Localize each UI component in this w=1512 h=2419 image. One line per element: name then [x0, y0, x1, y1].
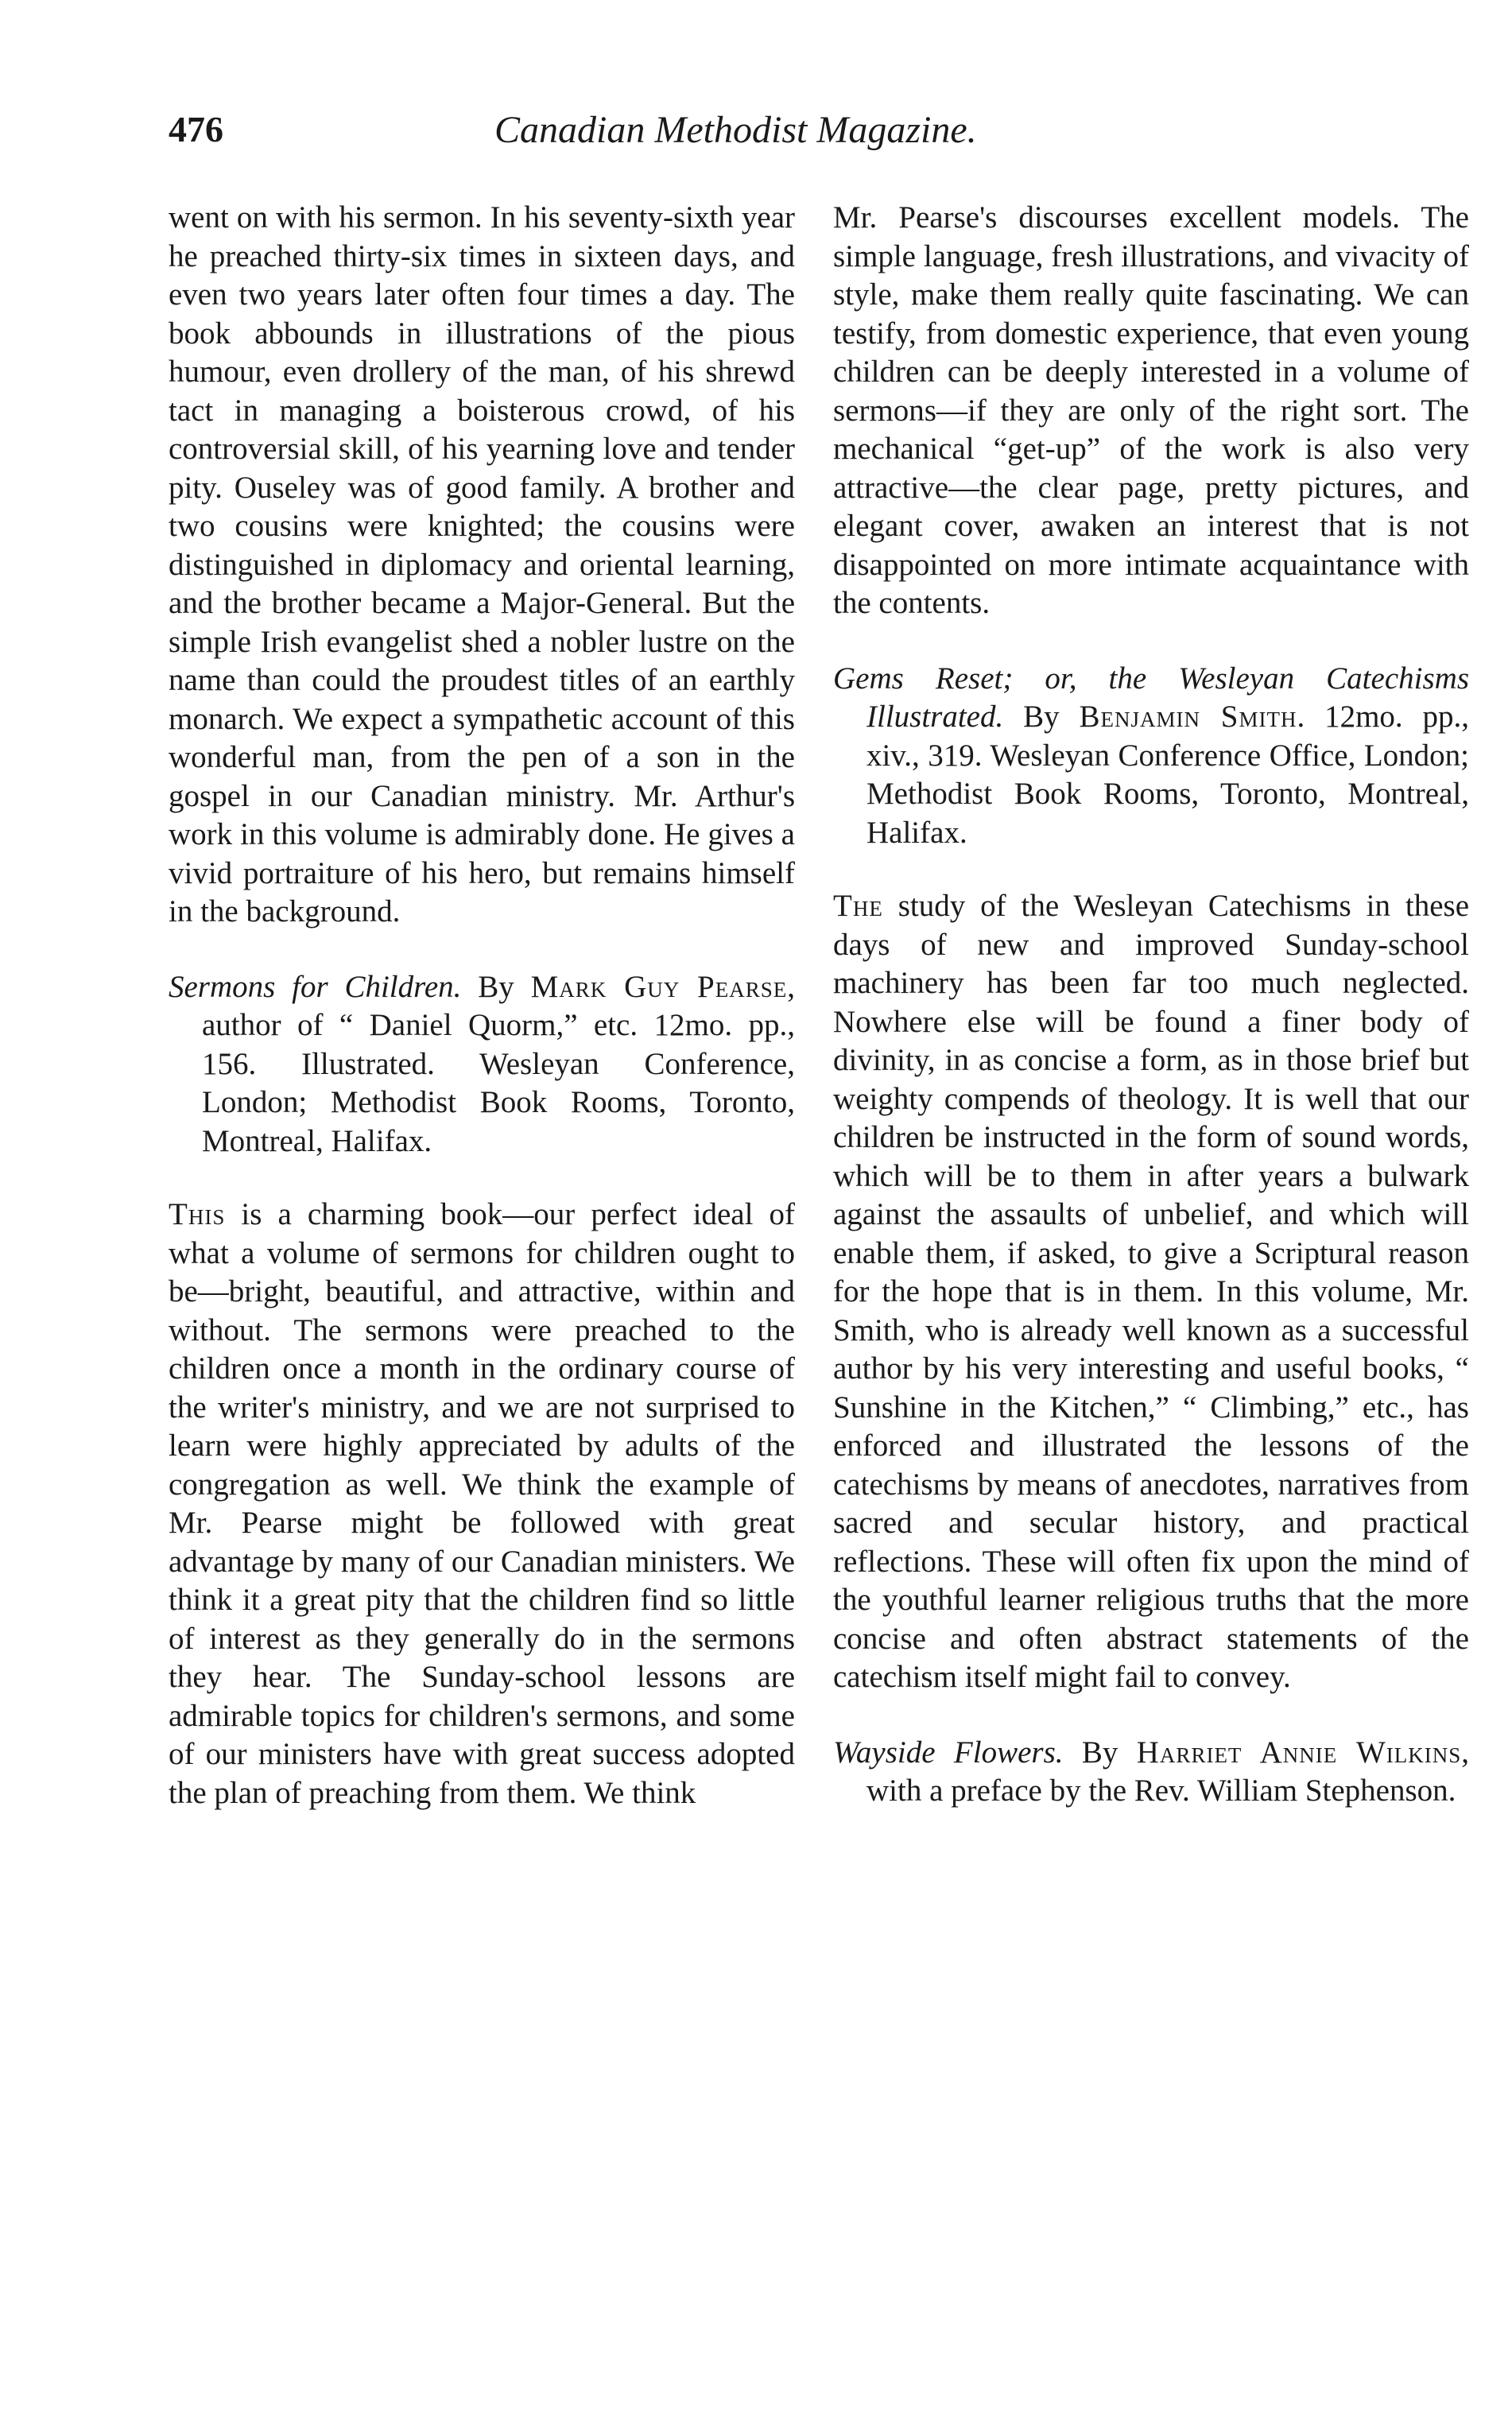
- left-column: [169, 199, 795, 1812]
- right-paragraph-1: Mr. Pearse's discourses excellent models. The simple language, fresh illustrations, and vivacity of style, make them really quite fascinating. We can testify, from domestic experience, that even young children can be deeply interested in a volume of sermons—if they are only of the right sort. The mechanical “get-up” of the work is also very attractive—the clear page, pretty pictures, and elegant cover, awaken an interest that is not disappointed on more intimate acquaintance with the contents.: [833, 200, 1469, 620]
- lead-word: The: [833, 889, 883, 923]
- book-title: Gems Reset; or, the Wesleyan Catechisms Illustrated.: [833, 661, 1469, 734]
- running-title: Canadian Methodist Magazine.: [494, 109, 977, 151]
- lead-word: This: [169, 1197, 226, 1231]
- book-author: Benjamin Smith: [1079, 700, 1297, 734]
- book-title: Wayside Flowers.: [833, 1735, 1064, 1770]
- right-column: [833, 199, 1469, 1811]
- book-notice-wayside-flowers: Wayside Flowers. By Harriet Annie Wilkins, with a preface by the Rev. William Stephenson.: [833, 1735, 1469, 1808]
- book-title: Sermons for Children.: [169, 969, 462, 1004]
- book-notice-gems-reset: Gems Reset; or, the Wesleyan Catechisms Illustrated. By Benjamin Smith. 12mo. pp., xiv., 319. Wesleyan Conference Office, London; Methodist Book Rooms, Toronto, Montreal, Halifax.: [833, 661, 1470, 850]
- page-number: 476: [169, 109, 223, 149]
- right-paragraph-2: The study of the Wesleyan Catechisms in these days of new and improved Sunday-school machinery has been far too much neglected. Nowhere else will be found a finer body of divinity, in as concise a form, as in those brief but weighty compends of theology. It is well that our children be instructed in the form of sound words, which will be to them in after years a bulwark against the assaults of unbelief, and which will enable them, if asked, to give a Scriptural reason for the hope that is in them. In this volume, Mr. Smith, who is already well known as a successful author by his very interesting and useful books, “ Sunshine in the Kitchen,” “ Climbing,” etc., has enforced and illustrated the lessons of the catechisms by means of anecdotes, narratives from sacred and secular history, and practical reflections. These will often fix upon the mind of the youthful learner religious truths that the more concise and often abstract statements of the catechism itself might fail to convey.: [833, 889, 1469, 1694]
- book-author: Harriet Annie Wilkins: [1136, 1735, 1462, 1770]
- book-notice-sermons-for-children: Sermons for Children. By Mark Guy Pearse, author of “ Daniel Quorm,” etc. 12mo. pp., 156. Illustrated. Wesleyan Conference, London; Methodist Book Rooms, Toronto, Montreal, Halifax.: [169, 969, 795, 1158]
- left-paragraph-1: went on with his sermon. In his seventy-sixth year he preached thirty-six times in sixteen days, and even two years later often four times a day. The book abbounds in illustrations of the pious humour, even drollery of the man, of his shrewd tact in managing a boisterous crowd, of his controversial skill, of his yearning love and tender pity. Ouseley was of good family. A brother and two cousins were knighted; the cousins were distinguished in diplomacy and oriental learning, and the brother became a Major-General. But the simple Irish evangelist shed a nobler lustre on the name than could the proudest titles of an earthly monarch. We expect a sympathetic account of this wonderful man, from the pen of a son in the gospel in our Canadian ministry. Mr. Arthur's work in this volume is admirably done. He gives a vivid portraiture of his hero, but remains himself in the background.: [169, 200, 795, 928]
- left-paragraph-2: This is a charming book—our perfect ideal of what a volume of sermons for children ought to be—bright, beautiful, and attractive, within and without. The sermons were preached to the children once a month in the ordinary course of the writer's ministry, and we are not surprised to learn were highly appreciated by adults of the congregation as well. We think the example of Mr. Pearse might be followed with great advantage by many of our Canadian ministers. We think it a great pity that the children find so little of interest as they generally do in the sermons they hear. The Sunday-school lessons are admirable topics for children's sermons, and some of our ministers have with great success adopted the plan of preaching from them. We think: [169, 1197, 795, 1810]
- book-author: Mark Guy Pearse: [530, 969, 788, 1004]
- page-header: [169, 108, 1472, 172]
